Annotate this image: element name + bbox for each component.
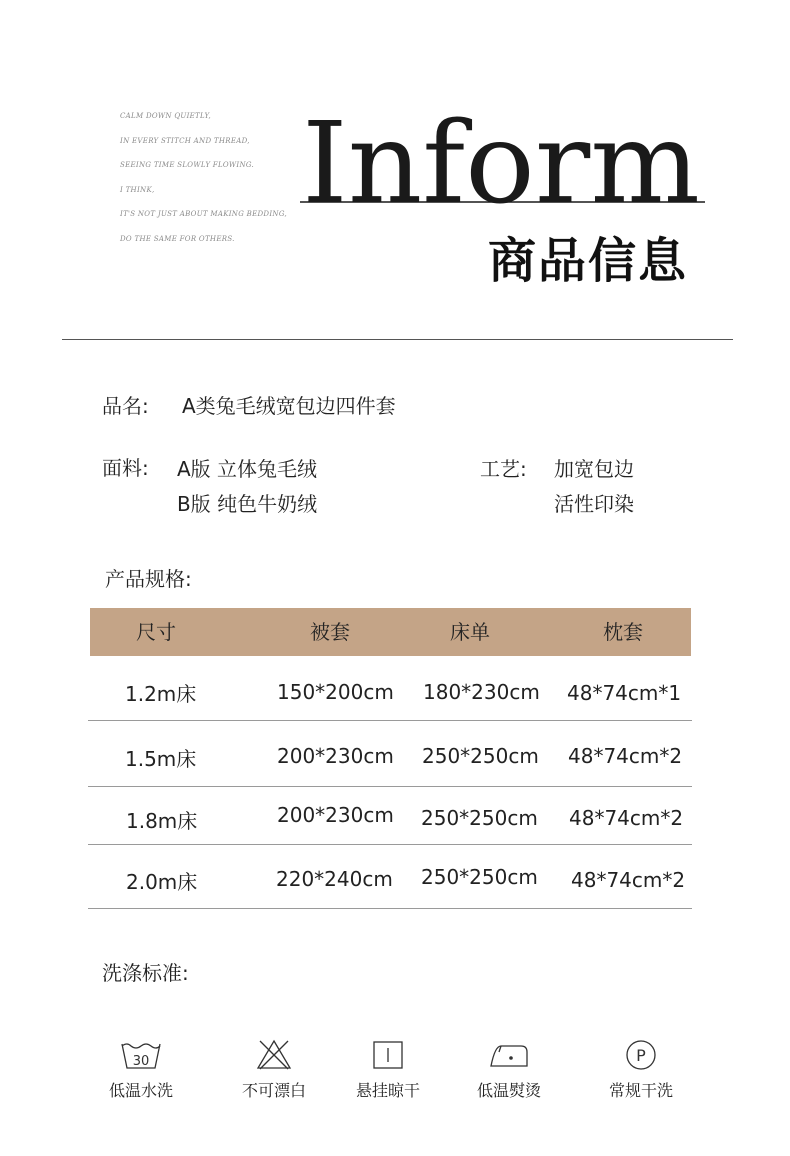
quote-block [120, 110, 320, 257]
hang-dry-icon [366, 1038, 410, 1072]
table-cell: 48*74cm*2 [569, 806, 684, 830]
row-divider [88, 908, 692, 909]
row-divider [88, 720, 692, 721]
table-cell: 1.2m床 [125, 682, 197, 706]
wash-item [219, 1038, 329, 1101]
washing-label: 洗涤标准: [102, 961, 189, 985]
craft-line: 加宽包边 [554, 457, 634, 481]
inform-logo-text: Inform [302, 99, 700, 212]
quote-line: DO THE SAME FOR OTHERS. [120, 234, 235, 243]
wash-label: 低温水洗 [108, 1081, 173, 1100]
wash-item [454, 1038, 564, 1101]
table-cell: 2.0m床 [126, 870, 198, 894]
quote-line: IN EVERY STITCH AND THREAD, [120, 136, 250, 145]
wash-label: 悬挂晾干 [355, 1081, 420, 1100]
wash-item [86, 1038, 196, 1101]
wash-label: 不可漂白 [241, 1081, 306, 1100]
craft-label: 工艺: [480, 457, 527, 481]
wash-30-icon [119, 1038, 163, 1072]
specs-label: 产品规格: [105, 567, 192, 591]
table-cell: 1.5m床 [125, 747, 197, 771]
svg-text:30: 30 [132, 1054, 150, 1069]
wash-label: 低温熨烫 [476, 1081, 541, 1100]
quote-line: CALM DOWN QUIETLY, [120, 112, 212, 120]
quote-line: SEEING TIME SLOWLY FLOWING. [120, 161, 255, 169]
row-divider [88, 844, 692, 845]
specs-table-header [90, 608, 691, 656]
table-cell: 48*74cm*2 [571, 868, 686, 892]
table-cell: 1.8m床 [126, 809, 198, 833]
table-cell: 200*230cm [277, 744, 394, 768]
table-cell: 250*250cm [422, 744, 539, 768]
fabric-label: 面料: [102, 456, 149, 480]
quote-line: I THINK, [120, 185, 155, 194]
wash-label: 常规干洗 [608, 1081, 673, 1100]
header-divider [62, 339, 733, 340]
wash-item [333, 1038, 443, 1101]
table-cell: 250*250cm [421, 865, 538, 889]
low-iron-icon [487, 1038, 531, 1072]
table-cell: 150*200cm [277, 680, 394, 704]
column-header: 被套 [310, 620, 350, 644]
page-title: 商品信息 [488, 233, 689, 289]
wash-item [586, 1038, 696, 1101]
table-cell: 48*74cm*1 [567, 681, 682, 705]
inform-logo [300, 96, 710, 212]
no-bleach-icon [252, 1038, 296, 1072]
column-header: 尺寸 [136, 620, 176, 644]
fabric-line: B版 纯色牛奶绒 [177, 492, 318, 516]
fabric-line: A版 立体兔毛绒 [177, 457, 318, 481]
column-header: 床单 [450, 620, 490, 644]
product-name-value: A类兔毛绒宽包边四件套 [182, 394, 396, 418]
table-cell: 250*250cm [421, 806, 538, 830]
row-divider [88, 786, 692, 787]
column-header: 枕套 [603, 620, 643, 644]
table-cell: 220*240cm [276, 867, 393, 891]
table-cell: 48*74cm*2 [568, 744, 683, 768]
table-cell: 200*230cm [277, 803, 394, 827]
product-name-label: 品名: [102, 394, 149, 418]
quote-line: IT'S NOT JUST ABOUT MAKING BEDDING, [120, 210, 287, 218]
dry-clean-p-icon [619, 1038, 663, 1072]
svg-text:P: P [636, 1046, 646, 1065]
table-cell: 180*230cm [423, 680, 540, 704]
craft-line: 活性印染 [554, 492, 634, 516]
